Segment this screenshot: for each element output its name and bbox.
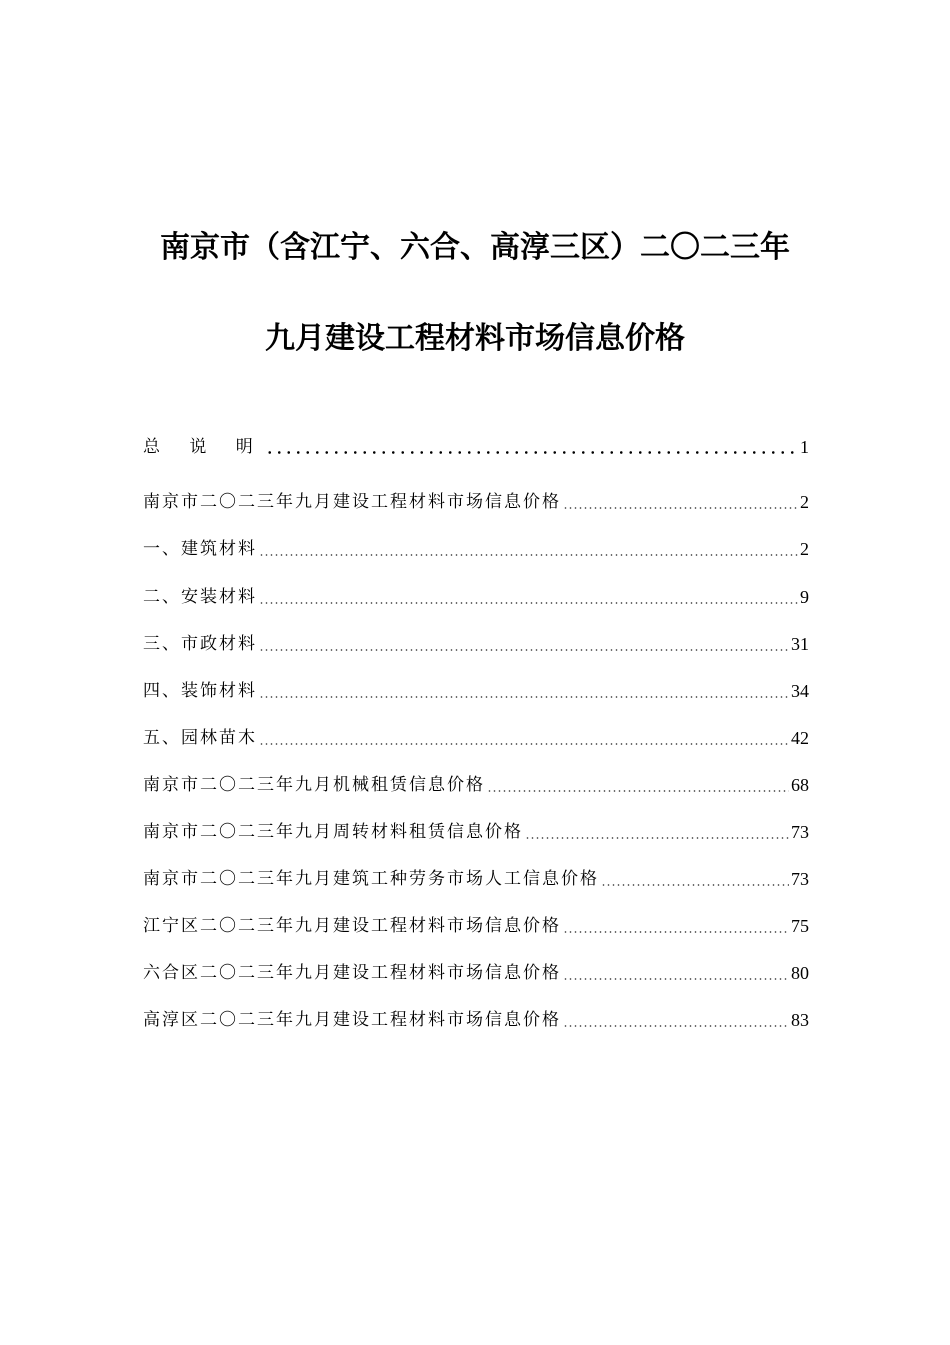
toc-leader-dots: [601, 884, 789, 886]
toc-entry-page: 73: [791, 822, 809, 842]
toc-leader-dots: [259, 743, 789, 745]
toc-entry[interactable]: [143, 434, 809, 460]
toc-entry[interactable]: [143, 631, 809, 657]
toc-entry-label: 总 说 明: [143, 437, 265, 457]
toc-leader-dots: [563, 931, 789, 933]
toc-entry-label: 三、市政材料: [143, 634, 257, 654]
toc-entry-label: 四、装饰材料: [143, 681, 257, 701]
toc-leader-dots: [265, 451, 798, 454]
toc-leader-dots: [525, 837, 789, 839]
toc-entry-label: 六合区二〇二三年九月建设工程材料市场信息价格: [143, 963, 561, 983]
toc-entry-page: 73: [791, 869, 809, 889]
toc-entry-page: 1: [800, 437, 809, 457]
toc-entry-label: 南京市二〇二三年九月建筑工种劳务市场人工信息价格: [143, 869, 599, 889]
toc-entry[interactable]: [143, 1007, 809, 1033]
toc-leader-dots: [487, 790, 789, 792]
toc-entry-label: 二、安装材料: [143, 587, 257, 607]
toc-entry-page: 34: [791, 681, 809, 701]
toc-entry[interactable]: [143, 819, 809, 845]
document-title-line2: 九月建设工程材料市场信息价格: [265, 321, 685, 356]
toc-entry[interactable]: [143, 536, 809, 562]
toc-entry[interactable]: [143, 725, 809, 751]
toc-entry-page: 75: [791, 916, 809, 936]
toc-entry-label: 高淳区二〇二三年九月建设工程材料市场信息价格: [143, 1010, 561, 1030]
toc-leader-dots: [259, 602, 798, 604]
toc-entry-label: 南京市二〇二三年九月机械租赁信息价格: [143, 775, 485, 795]
toc-entry[interactable]: [143, 489, 809, 515]
toc-entry-label: 南京市二〇二三年九月周转材料租赁信息价格: [143, 822, 523, 842]
toc-leader-dots: [259, 554, 798, 556]
toc-entry-page: 2: [800, 492, 809, 512]
toc-leader-dots: [563, 1025, 789, 1027]
toc-entry[interactable]: [143, 584, 809, 610]
document-title-line1: 南京市（含江宁、六合、高淳三区）二〇二三年: [160, 230, 790, 265]
toc-entry-label: 南京市二〇二三年九月建设工程材料市场信息价格: [143, 492, 561, 512]
toc-entry[interactable]: [143, 866, 809, 892]
toc-entry[interactable]: [143, 913, 809, 939]
toc-entry[interactable]: [143, 678, 809, 704]
toc-leader-dots: [259, 696, 789, 698]
toc-entry-page: 31: [791, 634, 809, 654]
toc-entry-page: 42: [791, 728, 809, 748]
toc-entry-page: 83: [791, 1010, 809, 1030]
toc-entry-page: 9: [800, 587, 809, 607]
toc-entry[interactable]: [143, 772, 809, 798]
toc-leader-dots: [563, 507, 798, 509]
toc-entry-label: 一、建筑材料: [143, 539, 257, 559]
toc-entry-label: 五、园林苗木: [143, 728, 257, 748]
toc-entry-page: 80: [791, 963, 809, 983]
toc-leader-dots: [259, 649, 789, 651]
toc-entry[interactable]: [143, 960, 809, 986]
toc-entry-label: 江宁区二〇二三年九月建设工程材料市场信息价格: [143, 916, 561, 936]
toc-entry-page: 2: [800, 539, 809, 559]
toc-entry-page: 68: [791, 775, 809, 795]
toc-leader-dots: [563, 978, 789, 980]
